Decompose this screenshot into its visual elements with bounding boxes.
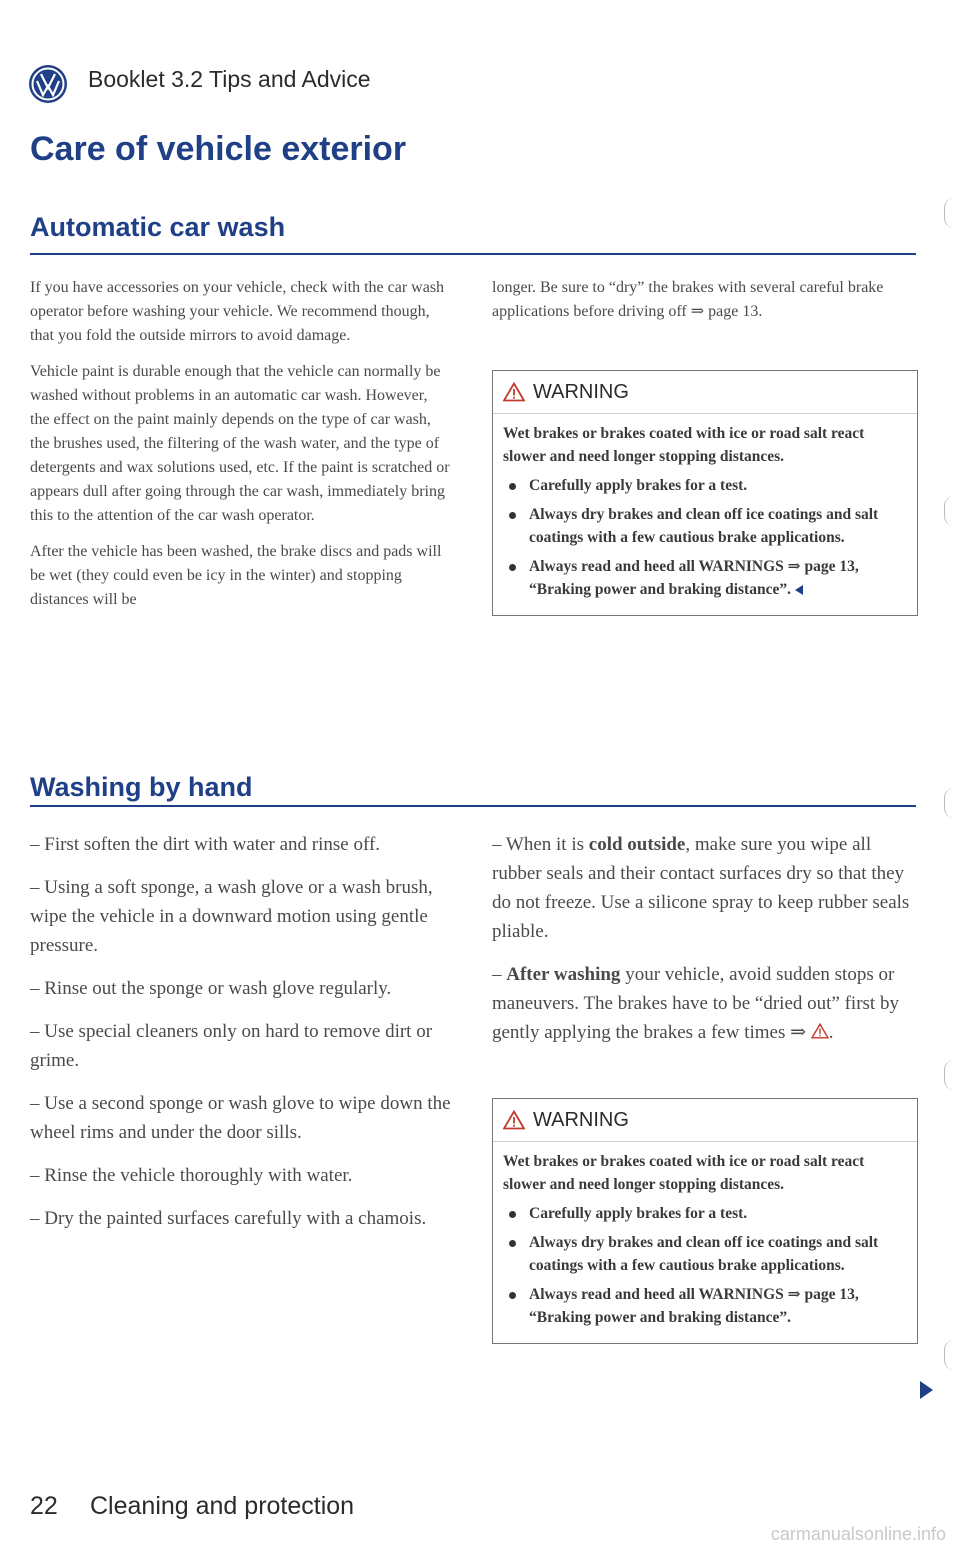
section-rule: [30, 253, 916, 255]
paragraph: longer. Be sure to “dry” the brakes with several careful brake applications before driving off ⇒ page 13.: [492, 279, 884, 320]
warning-box: [492, 370, 918, 616]
margin-tab: [944, 1340, 959, 1370]
washing-steps-right: [492, 830, 917, 1061]
warning-header: [493, 371, 917, 414]
warning-bullet: Always dry brakes and clean off ice coatings and salt coatings with a few cautious brake applications.: [529, 1234, 879, 1274]
page-number: 22: [30, 1492, 58, 1520]
warning-triangle-icon: [503, 382, 525, 402]
margin-tab: [944, 788, 959, 818]
step-item: – First soften the dirt with water and rinse off.: [30, 834, 381, 855]
warning-bullet: Always dry brakes and clean off ice coatings and salt coatings with a few cautious brake applications.: [529, 506, 879, 546]
warning-intro: Wet brakes or brakes coated with ice or road salt react slower and need longer stopping distances.: [503, 1153, 865, 1193]
booklet-label: Booklet 3.2 Tips and Advice: [88, 66, 371, 92]
warning-box: [492, 1098, 918, 1344]
step-item: – Rinse the vehicle thoroughly with water.: [30, 1165, 353, 1186]
step-item: – Use special cleaners only on hard to remove dirt or grime.: [30, 1021, 433, 1071]
paragraph: If you have accessories on your vehicle, check with the car wash operator before washing your vehicle. We recommend though, that you fold the outside mirrors to avoid damage.: [30, 279, 445, 344]
washing-steps-left: [30, 830, 455, 1247]
watermark: carmanualsonline.info: [770, 1524, 946, 1544]
automatic-car-wash-continued: [492, 276, 912, 336]
margin-tab: [944, 198, 959, 228]
warning-bullet: Carefully apply brakes for a test.: [529, 1205, 748, 1222]
step-item: – Dry the painted surfaces carefully with a chamois.: [30, 1208, 427, 1229]
warning-triangle-icon: [503, 1110, 525, 1130]
warning-bullet: Carefully apply brakes for a test.: [529, 477, 748, 494]
step-item-cold-outside: – When it is cold outside, make sure you wipe all rubber seals and their contact surfaces dry so that they do not freeze. Use a silicone spray to keep rubber seals pliable.: [492, 834, 910, 942]
step-item: – Use a second sponge or wash glove to wipe down the wheel rims and under the door sills.: [30, 1093, 451, 1143]
step-item: – Using a soft sponge, a wash glove or a wash brush, wipe the vehicle in a downward motion using gentle pressure.: [30, 877, 433, 956]
footer-section-title: Cleaning and protection: [90, 1492, 355, 1520]
warning-title: WARNING: [533, 1108, 629, 1131]
warning-title: WARNING: [533, 380, 629, 403]
section-title-automatic-car-wash: Automatic car wash: [30, 212, 286, 242]
end-marker-icon: [795, 585, 803, 595]
warning-bullet[interactable]: Always read and heed all WARNINGS ⇒ page 13, “Braking power and braking distance”.: [529, 1286, 859, 1326]
warning-bullet[interactable]: Always read and heed all WARNINGS ⇒ page 13, “Braking power and braking distance”.: [529, 558, 859, 598]
step-item: – Rinse out the sponge or wash glove regularly.: [30, 978, 392, 999]
warning-triangle-icon: [811, 1023, 829, 1039]
margin-tab: [944, 1060, 959, 1090]
margin-tab: [944, 496, 959, 526]
automatic-car-wash-text: [30, 276, 450, 624]
warning-header: [493, 1099, 917, 1142]
step-item-after-washing: – After washing your vehicle, avoid sudden stops or maneuvers. The brakes have to be “dried out” first by gently applying the brakes a few times ⇒ .: [492, 964, 899, 1043]
section-title-washing-by-hand: Washing by hand: [30, 772, 253, 802]
continued-arrow-icon: [920, 1381, 933, 1399]
warning-intro: Wet brakes or brakes coated with ice or road salt react slower and need longer stopping distances.: [503, 425, 865, 465]
warning-body: [493, 1142, 917, 1343]
paragraph: After the vehicle has been washed, the brake discs and pads will be wet (they could even be icy in the winter) and stopping distances will be: [30, 543, 442, 608]
section-rule: [30, 805, 916, 807]
page-title: Care of vehicle exterior: [30, 130, 407, 168]
warning-body: [493, 414, 917, 615]
vw-logo-icon: [28, 64, 68, 104]
paragraph: Vehicle paint is durable enough that the vehicle can normally be washed without problems in an automatic car wash. However, the effect on the paint mainly depends on the type of car wash, the brushes used, the filtering of the wash water, and the type of detergents and wax solutions used, etc. If the paint is scratched or appears dull after going through the car wash, immediately bring this to the attention of the car wash operator.: [30, 363, 450, 524]
